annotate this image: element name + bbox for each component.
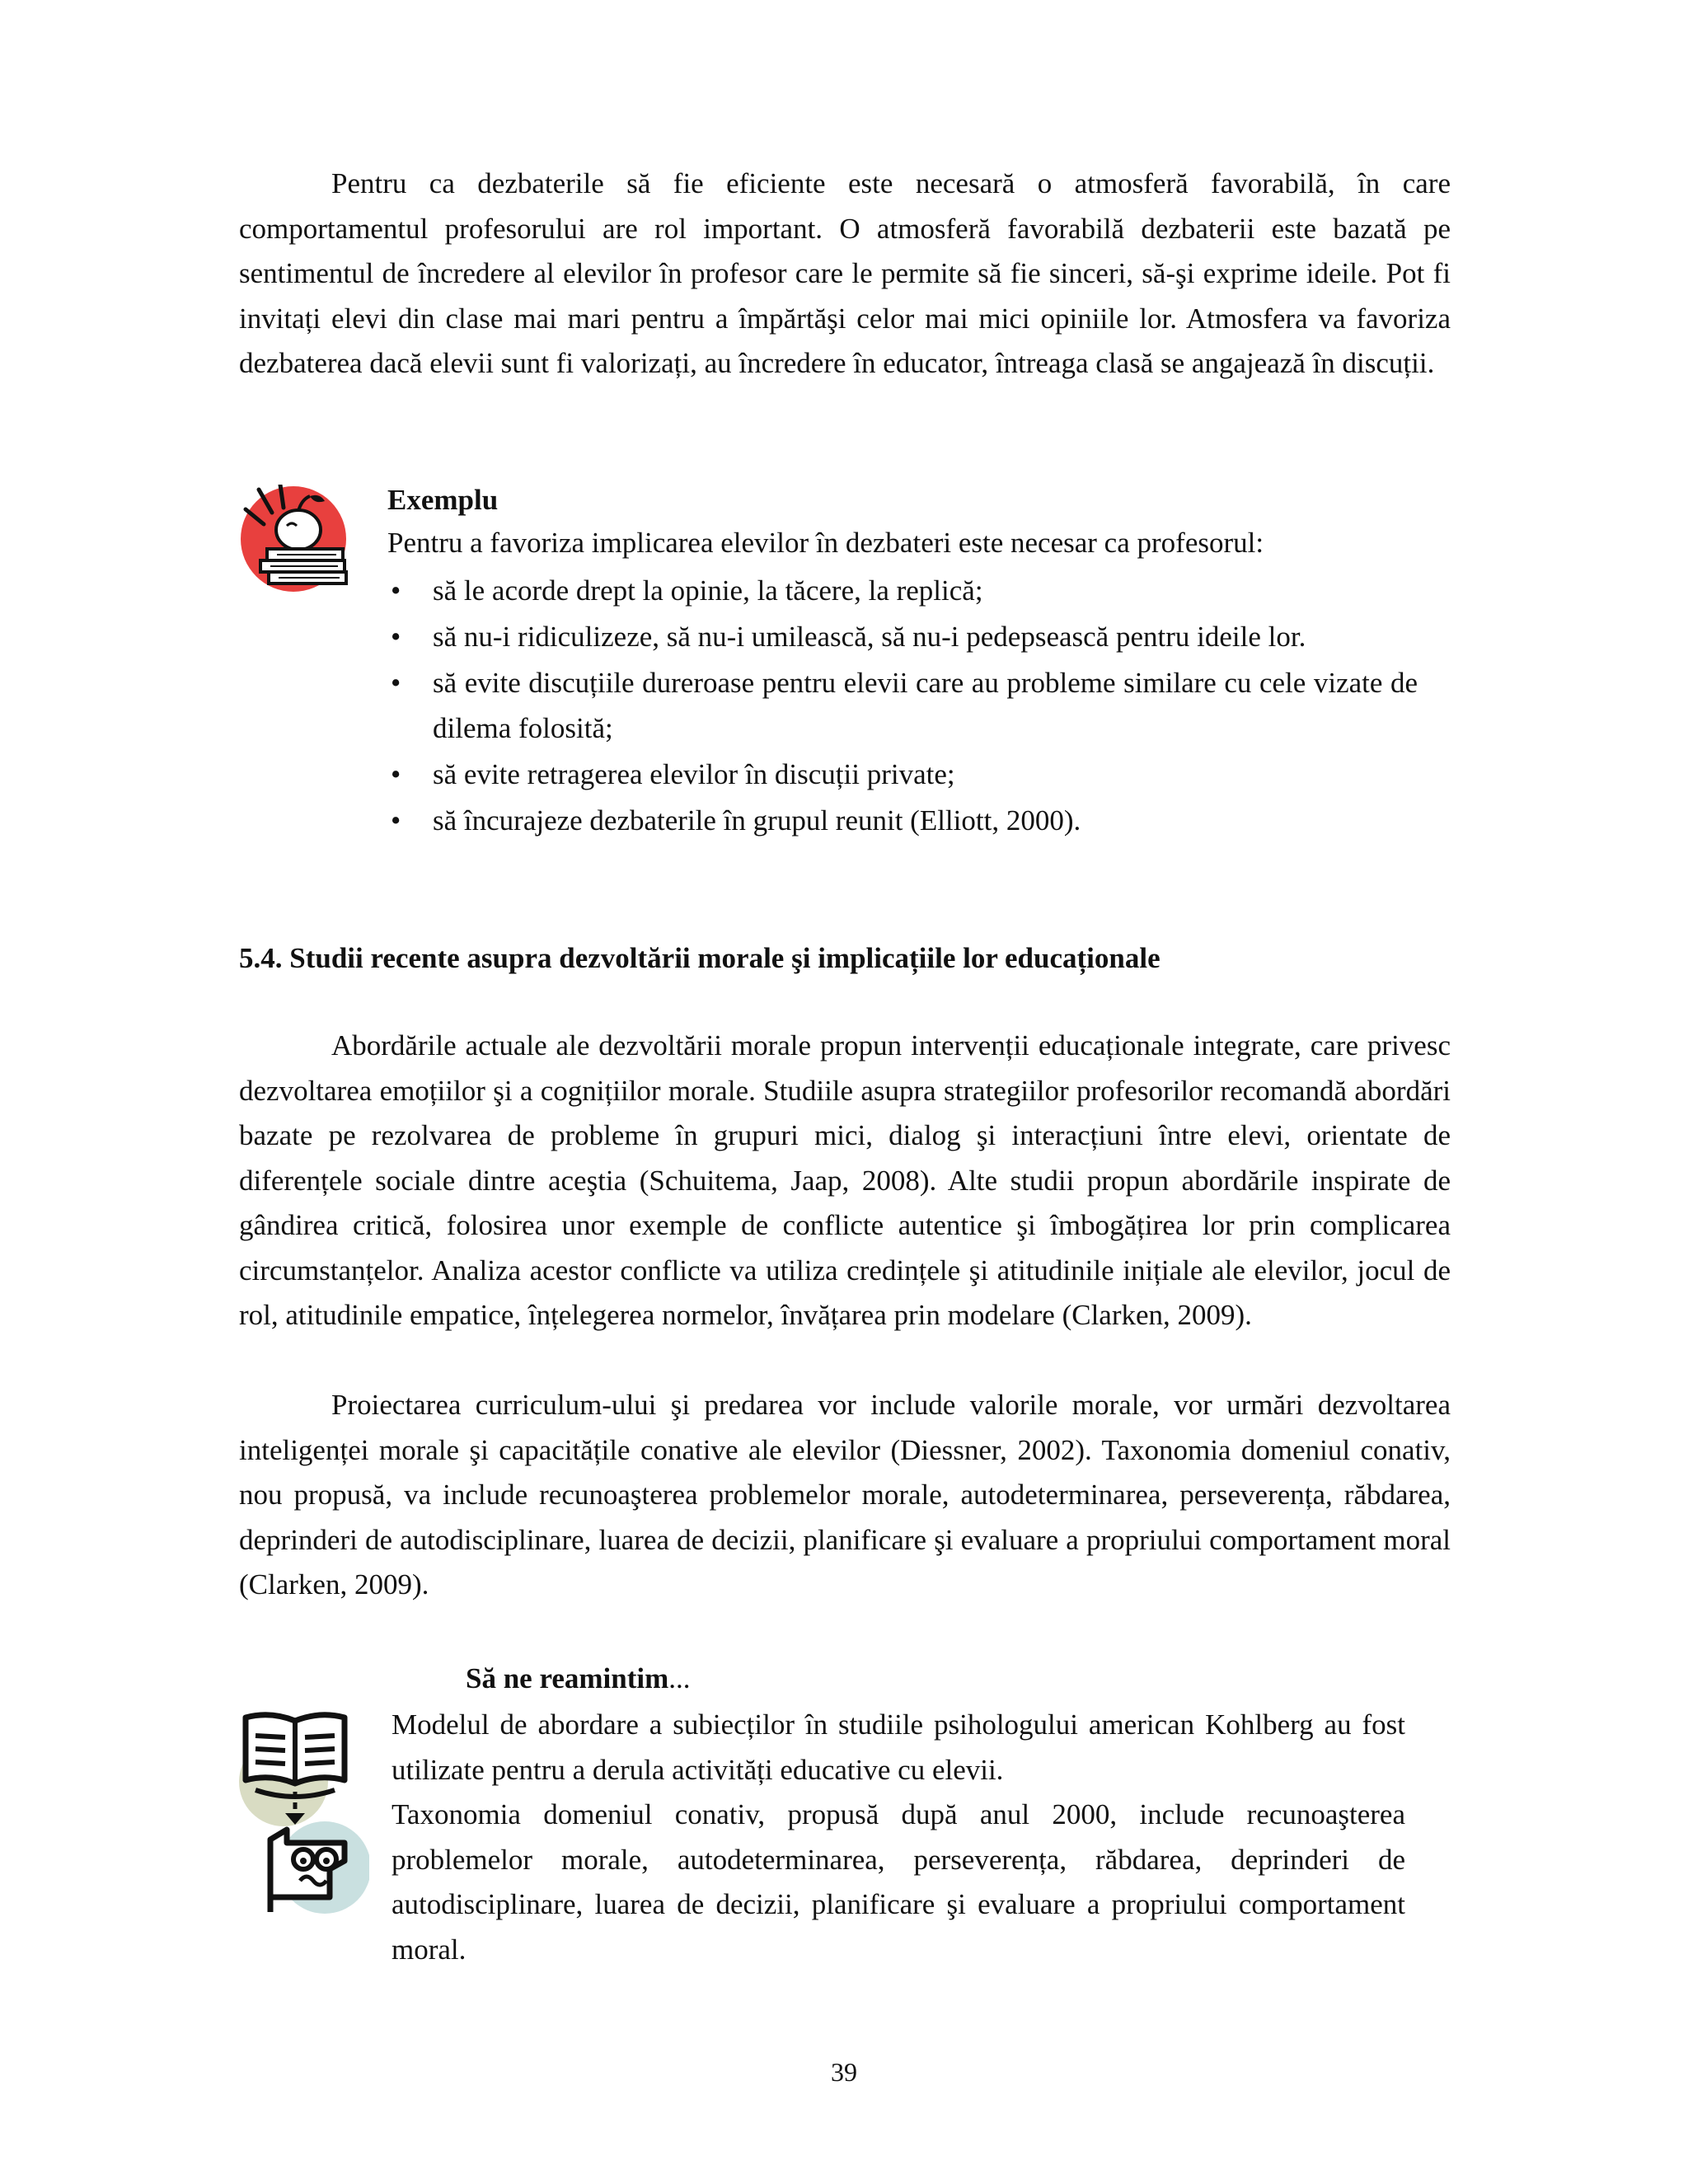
- list-item: • să evite retragerea elevilor în discuții private;: [387, 752, 1418, 798]
- list-item: • să evite discuțiile dureroase pentru elevii care au probleme similare cu cele vizate de dilema folosită;: [387, 661, 1418, 751]
- remember-title: Să ne reamintim...: [466, 1662, 691, 1694]
- section-heading: 5.4. Studii recente asupra dezvoltării morale şi implicațiile lor educaționale: [239, 942, 1160, 974]
- intro-paragraph: Pentru ca dezbaterile să fie eficiente este necesară o atmosferă favorabilă, în care comportamentul profesorului are rol important. O atmosferă favorabilă dezbaterii este bazată pe sentimentul de încredere al elevilor în profesor care le permite să fie sinceri, să-şi exprime ideile. Pot fi invitați elevi din clase mai mari pentru a împărtăşi celor mai mici opiniile lor. Atmosfera va favoriza dezbaterea dacă elevii sunt fi valorizați, au încredere în educator, întreaga clasă se angajează în discuții.: [239, 167, 1451, 379]
- list-item: • să nu-i ridiculizeze, să nu-i umilească, să nu-i pedepsească pentru ideile lor.: [387, 615, 1418, 660]
- apple-books-icon: [239, 485, 354, 604]
- bullet-icon: •: [391, 804, 401, 837]
- bullet-icon: •: [391, 667, 401, 699]
- example-intro: Pentru a favoriza implicarea elevilor în dezbateri este necesar ca profesorul:: [387, 527, 1264, 559]
- bullet-icon: •: [391, 574, 401, 607]
- remember-paragraph-b: Taxonomia domeniul conativ, propusă după anul 2000, include recunoaşterea problemelor morale, autodeterminarea, perseverența, răbdarea, deprinderi de autodisciplinare, luarea de decizii, planificare şi evaluare a propriului comportament moral.: [392, 1798, 1405, 1966]
- body-paragraph: Abordările actuale ale dezvoltării morale propun intervenții educaționale integrate, care privesc dezvoltarea emoțiilor şi a cognițiilor morale. Studiile asupra strategiilor profesorilor recomandă abordări bazate pe rezolvarea de probleme în grupuri mici, dialog şi interacțiuni între elevi, orientate de diferențele sociale dintre aceştia (Schuitema, Jaap, 2008). Alte studii propun abordările inspirate de gândirea critică, folosirea unor exemple de conflicte autentice şi îmbogățirea lor prin complicarea circumstanțelor. Analiza acestor conflicte va utiliza credințele şi atitudinile inițiale ale elevilor, jocul de rol, atitudinile empatice, înțelegerea normelor, învățarea prin modelare (Clarken, 2009).: [239, 1029, 1451, 1331]
- body-paragraph: Proiectarea curriculum-ului şi predarea vor include valorile morale, vor urmări dezvoltarea inteligenței morale şi capacitățile conative ale elevilor (Diessner, 2002). Taxonomia domeniul conativ, nou propusă, va include recunoaşterea problemelor morale, autodeterminarea, perseverența, răbdarea, deprinderi de autodisciplinare, luarea de decizii, planificare şi evaluare a propriului comportament moral (Clarken, 2009).: [239, 1389, 1451, 1601]
- bullet-icon: •: [391, 621, 401, 653]
- example-list: [387, 569, 1418, 845]
- bullet-icon: •: [391, 757, 401, 790]
- page-number: 39: [831, 2057, 857, 2087]
- book-thinking-icon: [237, 1704, 369, 1923]
- example-title: Exemplu: [387, 484, 499, 516]
- remember-paragraph-a: Modelul de abordare a subiecților în studiile psihologului american Kohlberg au fost utilizate pentru a derula activități educative cu elevii.: [392, 1708, 1405, 1786]
- list-item: • să încurajeze dezbaterile în grupul reunit (Elliott, 2000).: [387, 799, 1418, 844]
- list-item: • să le acorde drept la opinie, la tăcere, la replică;: [387, 569, 1418, 614]
